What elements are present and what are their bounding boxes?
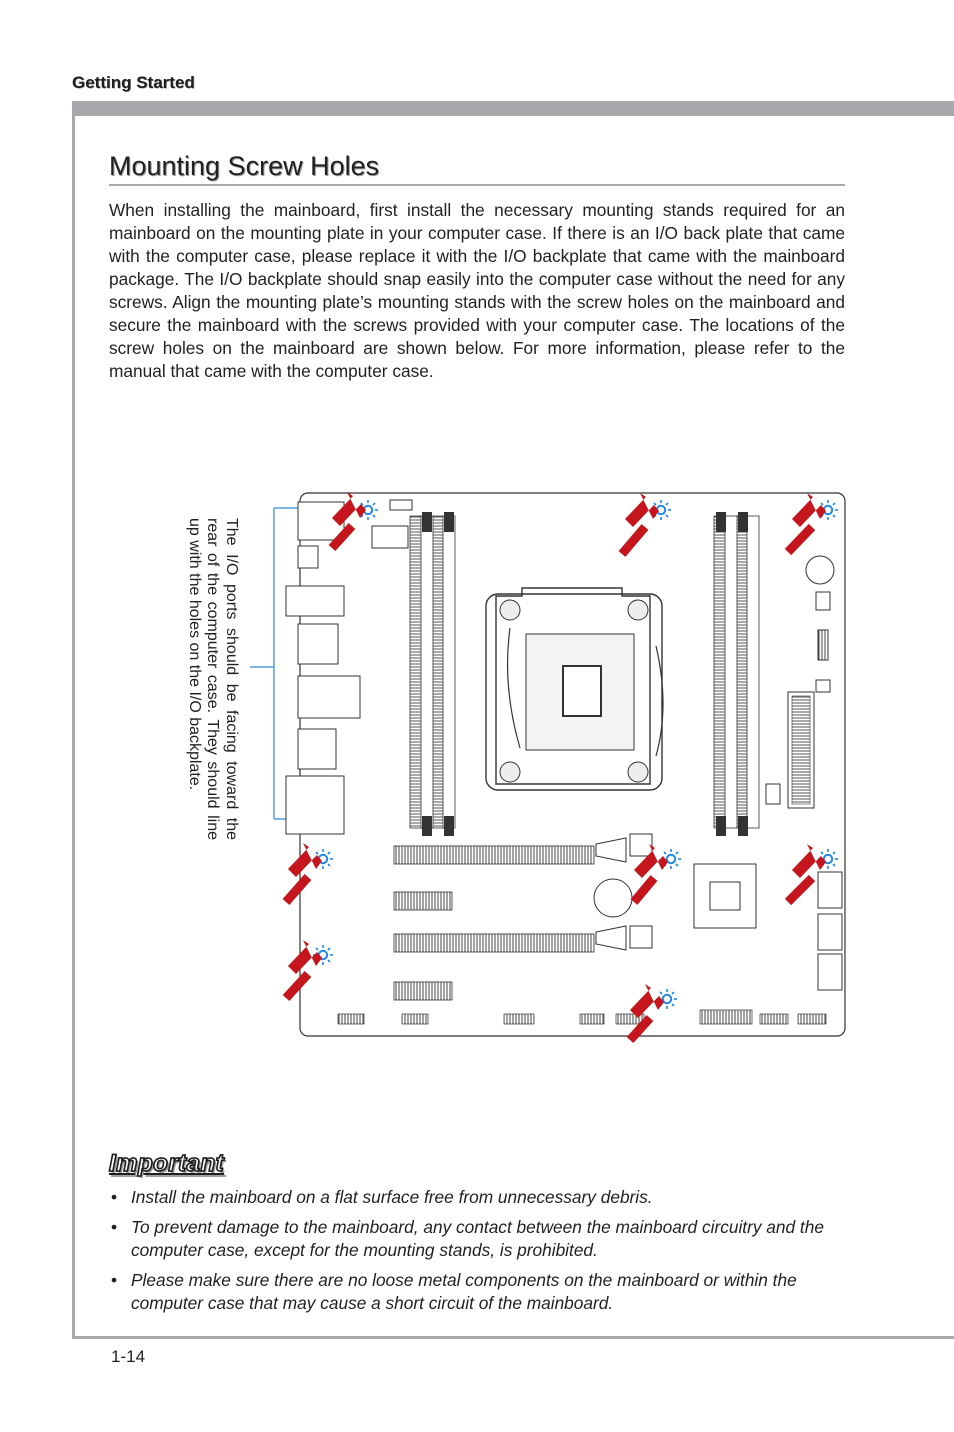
cpu-socket — [486, 588, 663, 790]
list-item: • To prevent damage to the mainboard, any contact between the mainboard circuitry and the computer case, except for the mounting stands, is prohibited. — [111, 1217, 824, 1260]
io-ports-note: The I/O ports should be facing toward the rear of the computer case. They should line up with the holes on the I/O backplate. — [185, 518, 240, 840]
mainboard-diagram — [140, 486, 854, 1066]
important-list — [109, 1186, 846, 1322]
page-number: 1-14 — [111, 1347, 146, 1366]
section-label: Getting Started — [72, 73, 195, 92]
page-title: Mounting Screw Holes — [109, 151, 380, 181]
io-bracket — [250, 508, 298, 819]
left-margin-rule — [72, 101, 75, 1339]
dimm-slots-left — [410, 516, 455, 828]
title-rule — [109, 184, 845, 186]
dimm-slots-right — [714, 516, 759, 828]
header-bar — [72, 101, 954, 116]
list-item: • Please make sure there are no loose metal components on the mainboard or within the computer case that may cause a short circuit of the mainboard. — [111, 1270, 797, 1313]
important-heading: Important — [109, 1150, 225, 1177]
list-item: • Install the mainboard on a flat surface free from unnecessary debris. — [111, 1187, 653, 1207]
footer-rule — [72, 1336, 954, 1339]
body-paragraph: When installing the mainboard, first install the necessary mounting stands required for an mainboard on the mounting plate in your computer case. If there is an I/O back plate that came with the computer case, please replace it with the I/O backplate that came with the mainboard package. The I/O backplate should snap easily into the computer case without the need for any screws. Align the mounting plate’s mounting stands with the screw holes on the mainboard and secure the mainboard with the screws provided with your computer case. The locations of the screw holes on the mainboard are shown below. For more information, please refer to the manual that came with the computer case. — [109, 200, 845, 381]
